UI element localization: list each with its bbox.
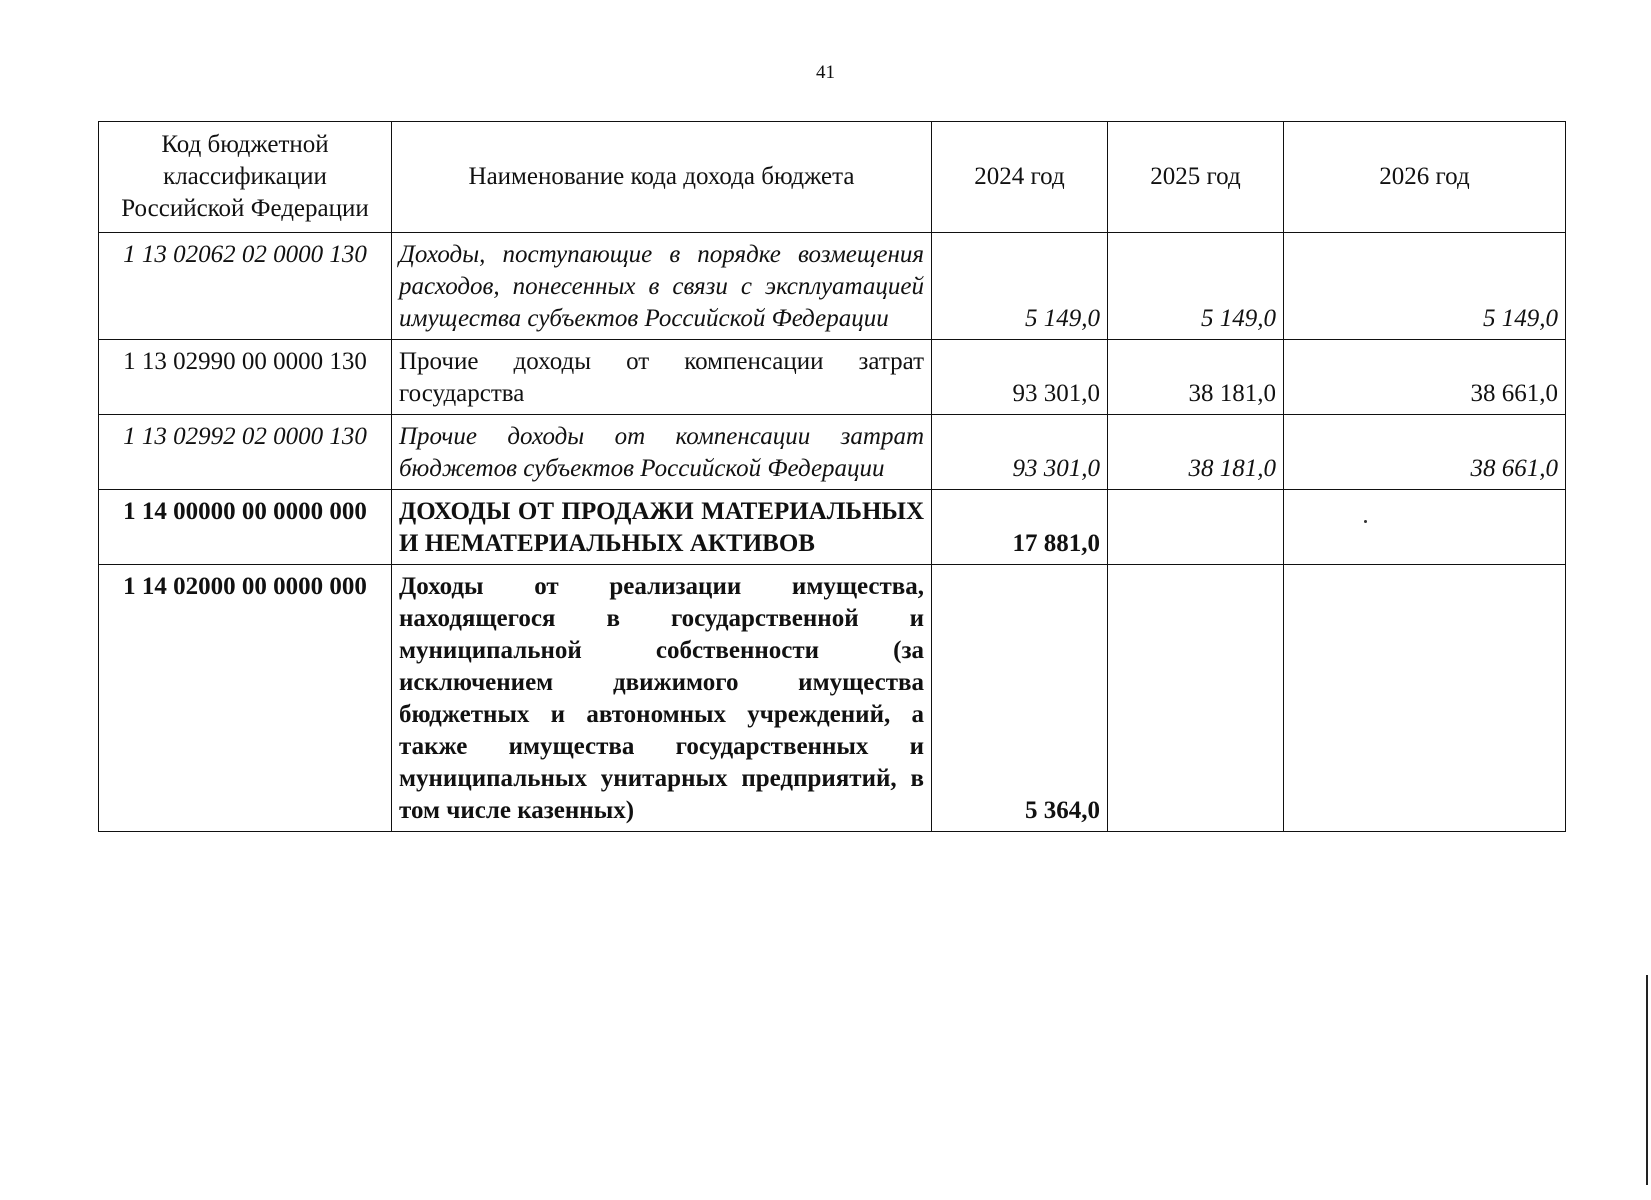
row-value-2024: 5 364,0 [932, 565, 1108, 832]
row-code: 1 13 02062 02 0000 130 [99, 233, 392, 340]
row-value-2025: 5 149,0 [1108, 233, 1284, 340]
table-header-row [99, 122, 1566, 233]
row-name: ДОХОДЫ ОТ ПРОДАЖИ МАТЕРИАЛЬНЫХ И НЕМАТЕРИАЛЬНЫХ АКТИВОВ [392, 490, 932, 565]
scan-dot [1364, 520, 1367, 523]
row-value-2025: 38 181,0 [1108, 415, 1284, 490]
row-code: 1 13 02992 02 0000 130 [99, 415, 392, 490]
row-value-2024: 17 881,0 [932, 490, 1108, 565]
row-name: Доходы от реализации имущества, находящегося в государственной и муниципальной собственности (за исключением движимого имущества бюджетных и автономных учреждений, а также имущества государственных и муниципальных унитарных предприятий, в том числе казенных) [392, 565, 932, 832]
header-2024: 2024 год [932, 122, 1108, 233]
row-value-2026: 5 149,0 [1284, 233, 1566, 340]
row-value-2025: 38 181,0 [1108, 340, 1284, 415]
row-value-2026: 38 661,0 [1284, 415, 1566, 490]
row-name: Прочие доходы от компенсации затрат бюджетов субъектов Российской Федерации [392, 415, 932, 490]
row-value-2024: 93 301,0 [932, 340, 1108, 415]
revenue-table [98, 121, 1566, 832]
row-code: 1 14 00000 00 0000 000 [99, 490, 392, 565]
row-value-2024: 5 149,0 [932, 233, 1108, 340]
row-value-2025 [1108, 565, 1284, 832]
table-row [99, 415, 1566, 490]
row-value-2026 [1284, 490, 1566, 565]
row-name: Доходы, поступающие в порядке возмещения расходов, понесенных в связи с эксплуатацией имущества субъектов Российской Федерации [392, 233, 932, 340]
table-row [99, 565, 1566, 832]
table-row [99, 340, 1566, 415]
row-code: 1 14 02000 00 0000 000 [99, 565, 392, 832]
row-name: Прочие доходы от компенсации затрат государства [392, 340, 932, 415]
header-2025: 2025 год [1108, 122, 1284, 233]
row-value-2024: 93 301,0 [932, 415, 1108, 490]
page-number: 41 [816, 62, 835, 83]
row-value-2025 [1108, 490, 1284, 565]
row-value-2026: 38 661,0 [1284, 340, 1566, 415]
scan-edge-line [1646, 975, 1648, 1185]
table-row [99, 233, 1566, 340]
table-row [99, 490, 1566, 565]
row-code: 1 13 02990 00 0000 130 [99, 340, 392, 415]
header-2026: 2026 год [1284, 122, 1566, 233]
header-name: Наименование кода дохода бюджета [392, 122, 932, 233]
header-code: Код бюджетной классификации Российской Федерации [99, 122, 392, 233]
row-value-2026 [1284, 565, 1566, 832]
